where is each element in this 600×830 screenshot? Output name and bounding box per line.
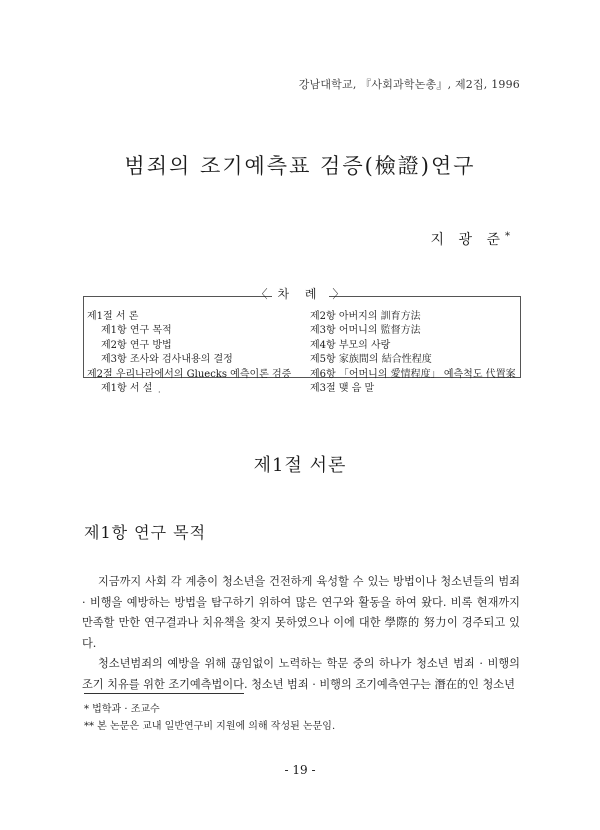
toc-item: 제4항 부모의 사랑 xyxy=(310,339,391,351)
toc-heading: 〈 차 례 〉 xyxy=(255,287,345,301)
stray-dot: · xyxy=(158,388,161,397)
subsection-heading: 제1항 연구 목적 xyxy=(84,523,207,542)
journal-citation: 강남대학교, 『사회과학논총』, 제2집, 1996 xyxy=(298,78,520,91)
author-name: 지 광 준 xyxy=(430,232,505,248)
toc-item: 제3항 조사와 검사내용의 결정 xyxy=(101,354,233,366)
section-heading: 제1절 서론 xyxy=(253,455,347,476)
toc-item: 제1항 서 설 xyxy=(101,383,153,395)
paragraph: 청소년범죄의 예방을 위해 끊임없이 노력하는 학문 중의 하나가 청소년 범죄 · 비행의 조기 치유를 위한 조기예측법이다. 청소년 범죄 · 비행의 조기예측연구는 潛在的인 청소년 xyxy=(82,657,520,691)
toc-item: 제2절 우리나라에서의 Gluecks 예측이론 검증 xyxy=(87,368,292,380)
toc-item: 제6항 「어머니의 愛情程度」 예측척도 代置案 xyxy=(310,368,516,380)
paragraph: 지금까지 사회 각 계층이 청소년을 건전하게 육성할 수 있는 방법이나 청소년들의 범죄 · 비행을 예방하는 방법을 탐구하기 위하여 많은 연구와 활동을 하여 왔다. 비록 현재까지 만족할 만한 연구결과나 치유책을 찾지 못하였으나 이에 대한 學際的 努力이 경주되고 있다. xyxy=(82,575,520,650)
toc-heading-label: 차 례 xyxy=(272,287,329,301)
toc-item: 제1항 연구 목적 xyxy=(101,325,172,337)
page-number: - 19 - xyxy=(284,763,316,777)
toc-item: 제3항 어머니의 監督方法 xyxy=(310,325,421,337)
footnote: * 법학과 · 조교수 xyxy=(84,704,160,715)
toc-right-column xyxy=(310,310,516,396)
author-footnote-mark: * xyxy=(505,231,510,242)
toc-item: 제3절 맺 음 말 xyxy=(310,383,375,395)
toc-item: 제1절 서 론 xyxy=(87,311,139,322)
toc-left-column xyxy=(87,310,291,396)
body-text xyxy=(82,572,520,695)
footnote: ** 본 논문은 교내 일반연구비 지원에 의해 작성된 논문임. xyxy=(84,721,336,732)
toc-item: 제2항 아버지의 訓育方法 xyxy=(310,311,421,322)
toc-item: 제5항 家族間의 結合性程度 xyxy=(310,354,432,366)
paper-title: 범죄의 조기예측표 검증(檢證)연구 xyxy=(124,154,476,178)
toc-item: 제2항 연구 방법 xyxy=(101,339,172,351)
author xyxy=(431,229,510,249)
footnote-rule xyxy=(84,693,244,694)
